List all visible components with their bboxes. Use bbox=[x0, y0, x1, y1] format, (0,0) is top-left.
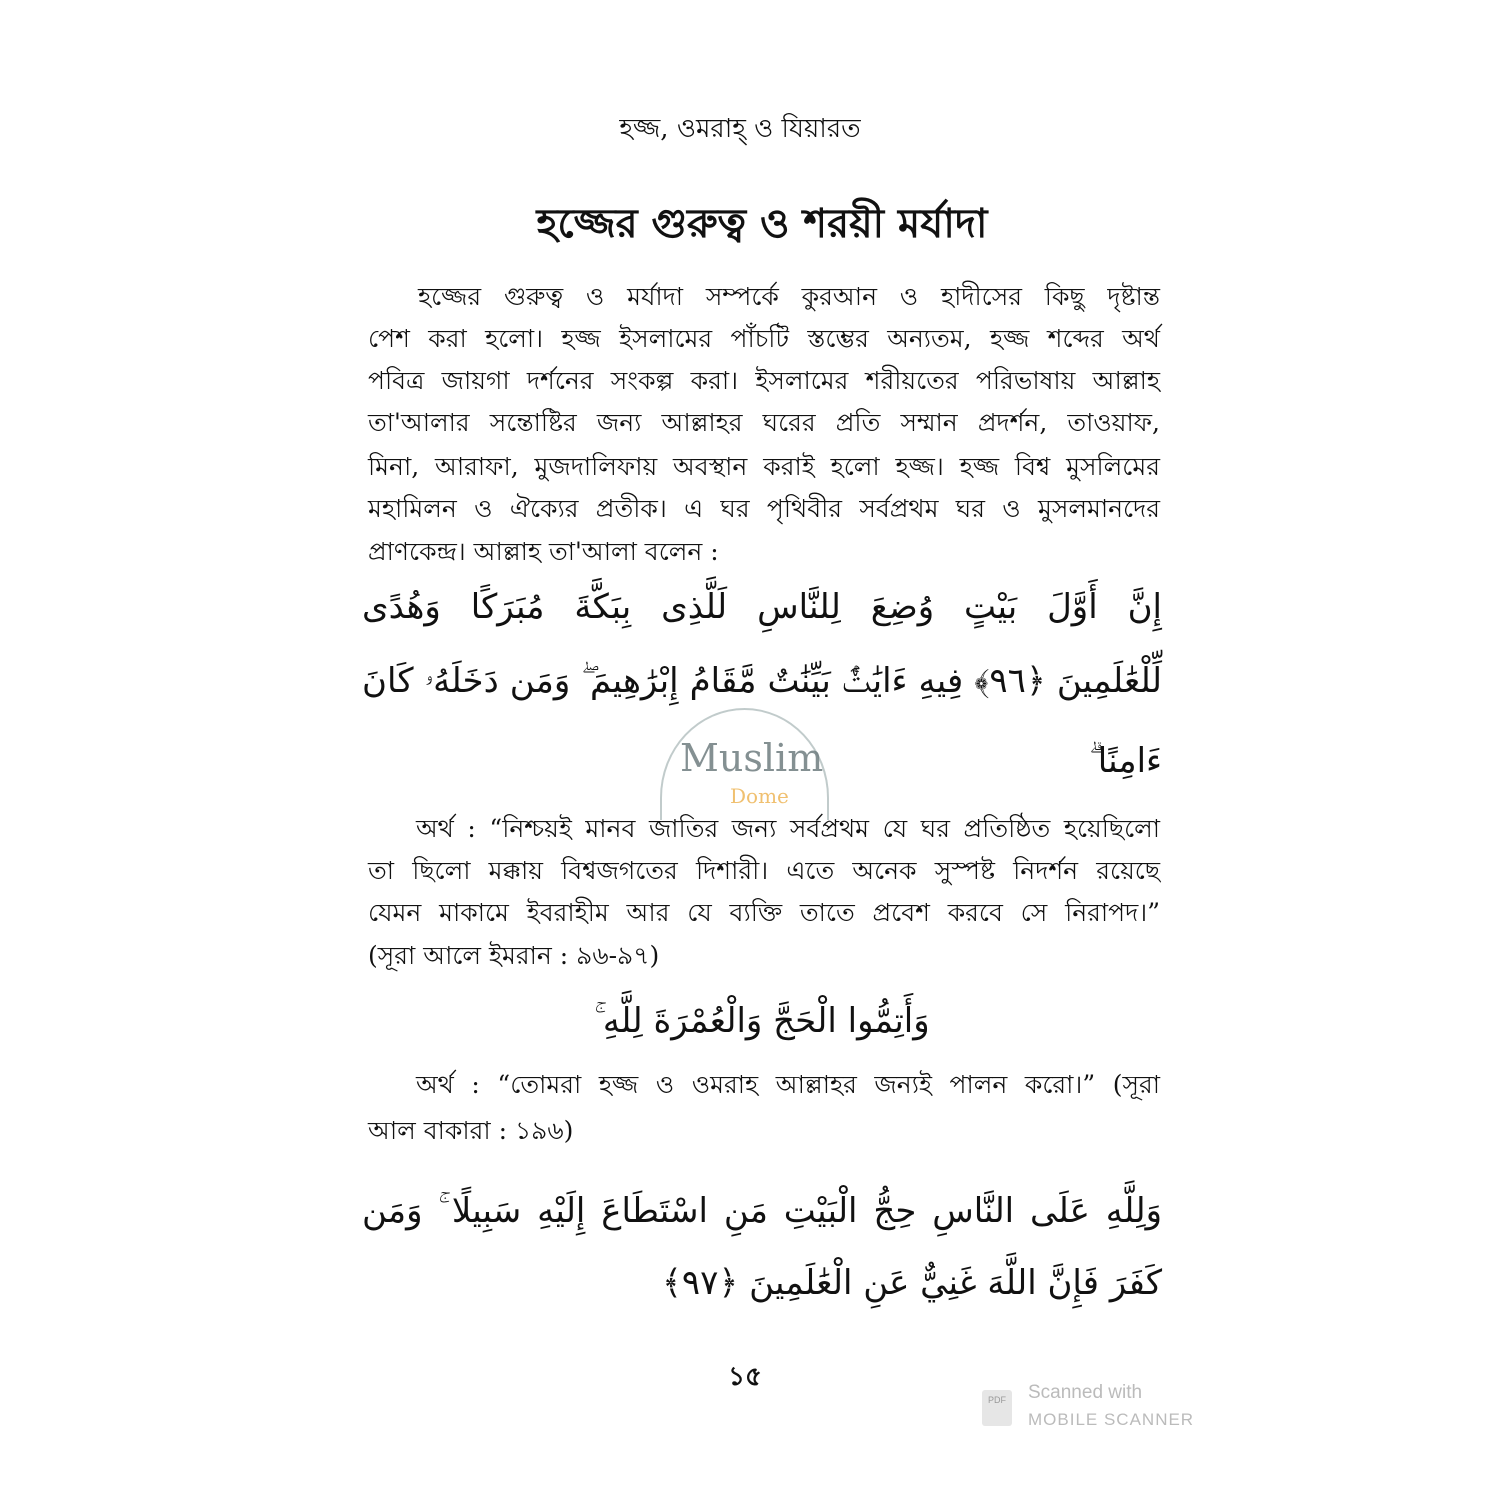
intro-line: প্রাণকেন্দ্র। আল্লাহ তা'আলা বলেন : bbox=[368, 537, 719, 566]
meaning-line: যেমন মাকামে ইবরাহীম আর যে ব্যক্তি তাতে প্রবেশ করবে সে নিরাপদ।” bbox=[368, 898, 1160, 927]
muslim-dome-watermark bbox=[652, 708, 832, 818]
scanner-text: Scanned with bbox=[1028, 1382, 1143, 1403]
arabic-verse-line: وَأَتِمُّوا الْحَجَّ وَالْعُمْرَةَ لِلَّهِ ۚ bbox=[594, 1001, 930, 1041]
arabic-verse-line: كَفَرَ فَإِنَّ اللَّهَ غَنِيٌّ عَنِ الْعَٰلَمِينَ ﴿٩٧﴾ bbox=[661, 1263, 1162, 1303]
meaning-line: অর্থ : “তোমরা হজ্জ ও ওমরাহ আল্লাহর জন্যই পালন করো।” (সূরা bbox=[416, 1070, 1160, 1099]
arabic-verse-line: إِنَّ أَوَّلَ بَيْتٍ وُضِعَ لِلنَّاسِ لَلَّذِى بِبَكَّةَ مُبَرَكًا وَهُدًى bbox=[362, 587, 1162, 627]
watermark-subtext: Dome bbox=[730, 784, 789, 808]
scanner-brand: MOBILE SCANNER bbox=[1028, 1410, 1195, 1429]
meaning-reference: আল বাকারা : ১৯৬) bbox=[368, 1116, 574, 1145]
intro-line: মহামিলন ও ঐক্যের প্রতীক। এ ঘর পৃথিবীর সর্বপ্রথম ঘর ও মুসলমানদের bbox=[368, 494, 1160, 523]
page-number: ১৫ bbox=[728, 1362, 762, 1392]
arabic-verse-line: لِّلْعَٰلَمِينَ ﴿٩٦﴾ فِيهِ ءَايَٰتٌۢ بَيِّنَٰتٌ مَّقَامُ إِبْرَٰهِيمَ ۖ وَمَن دَخَلَهُۥ كَانَ bbox=[362, 661, 1162, 701]
meaning-line: অর্থ : “নিশ্চয়ই মানব জাতির জন্য সর্বপ্রথম যে ঘর প্রতিষ্ঠিত হয়েছিলো bbox=[416, 814, 1160, 843]
page-title: হজ্জের গুরুত্ব ও শরয়ী মর্যাদা bbox=[536, 200, 988, 247]
meaning-line: তা ছিলো মক্কায় বিশ্বজগতের দিশারী। এতে অনেক সুস্পষ্ট নিদর্শন রয়েছে bbox=[368, 856, 1160, 885]
meaning-reference: (সূরা আলে ইমরান : ৯৬-৯৭) bbox=[368, 941, 660, 970]
watermark-text: Muslim bbox=[680, 736, 824, 780]
intro-line: তা'আলার সন্তোষ্টির জন্য আল্লাহর ঘরের প্রতি সম্মান প্রদর্শন, তাওয়াফ, bbox=[368, 408, 1160, 437]
arabic-verse-line: ءَامِنًا ۗ bbox=[1089, 741, 1162, 781]
intro-line: মিনা, আরাফা, মুজদালিফায় অবস্থান করাই হলো হজ্জ। হজ্জ বিশ্ব মুসলিমের bbox=[368, 452, 1160, 481]
arabic-verse-line: وَلِلَّهِ عَلَى النَّاسِ حِجُّ الْبَيْتِ مَنِ اسْتَطَاعَ إِلَيْهِ سَبِيلًا ۚ وَمَن bbox=[362, 1191, 1162, 1231]
intro-line: পবিত্র জায়গা দর্শনের সংকল্প করা। ইসলামের শরীয়তের পরিভাষায় আল্লাহ bbox=[368, 366, 1160, 395]
intro-line: পেশ করা হলো। হজ্জ ইসলামের পাঁচটি স্তম্ভের অন্যতম, হজ্জ শব্দের অর্থ bbox=[368, 324, 1160, 353]
intro-line: হজ্জের গুরুত্ব ও মর্যাদা সম্পর্কে কুরআন ও হাদীসের কিছু দৃষ্টান্ত bbox=[418, 282, 1160, 311]
running-header: হজ্জ, ওমরাহ্ ও যিয়ারত bbox=[619, 114, 861, 144]
pdf-icon: PDF bbox=[982, 1390, 1012, 1426]
